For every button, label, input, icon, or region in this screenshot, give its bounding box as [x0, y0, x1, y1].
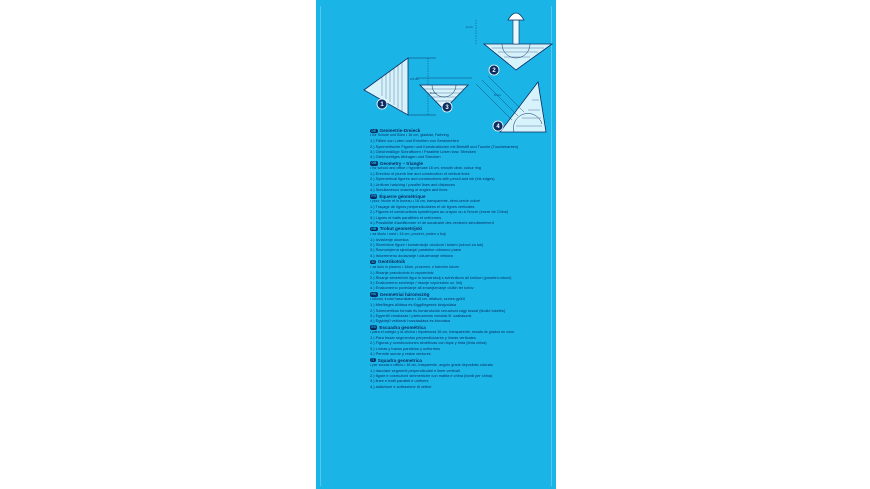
language-code-badge: HU — [371, 292, 377, 297]
product-card-back — [316, 0, 556, 489]
instruction-item: 2.) Risanje simetričnih figur in konstrukcij s svinčnikom ali črnilom (posebni robovi) — [370, 274, 512, 280]
instruction-item: 2.) Szimmetrikus formák és konstrukciók ceruzával vagy tussal (kiváló tusélek) — [370, 307, 506, 313]
section-subtitle: • para el colegio y la oficina • hipotenusa 16 cm, transparente, escala de grados en color — [370, 330, 515, 335]
section-it — [370, 358, 550, 389]
instruction-item: 1.) Traçage de lignes perpendiculaires et de lignes verticales — [370, 204, 475, 209]
section-hu — [370, 292, 550, 323]
instructions-text — [370, 128, 550, 390]
language-code-badge: ES — [371, 325, 376, 330]
instruction-item: 3.) Lignes et traits parallèles et uniformes — [370, 214, 442, 220]
measurement-label: 6 cm — [430, 91, 437, 95]
section-hr — [370, 226, 550, 257]
section-es — [370, 325, 550, 356]
instruction-item: 4.) addizione e sottrazione di vettori — [370, 383, 432, 389]
instruction-item: 1.) tracciare segmenti perpendicolari e linee verticali. — [370, 367, 461, 373]
step-badge-3 — [442, 102, 452, 112]
instruction-item: 2.) Simetrične figure i konstrukcije olovkom i tušem (rubovi za tuš) — [370, 242, 484, 248]
instruction-item: 1.) Fällen von Loten und Errichten von Senkrechten — [370, 138, 459, 144]
instruction-item: 4.) Gleichzeitiges Abtragen und Strecken — [370, 154, 441, 160]
section-subtitle: • for school and office • hypotenuse 16 cm, smooth clear, colour ring — [370, 166, 481, 171]
section-gb — [370, 161, 550, 192]
step-number: 4 — [496, 124, 500, 130]
instruction-item: 3.) Uniform hatching / parallel lines and distances — [370, 181, 455, 187]
instruction-item: 3.) Líneas y trazos paralelos y uniformes — [370, 345, 441, 351]
instruction-item: 1.) Risanje pravokotnic in vzporednic — [370, 269, 434, 275]
section-title: Escuadra geométrica — [379, 324, 426, 330]
language-code-badge: GB — [371, 161, 377, 166]
illustration-triangle-2 — [476, 13, 552, 70]
language-code-badge: SI — [371, 259, 375, 264]
section-subtitle: • za šolo in pisarno • 16cm, prozoren, z barvnim lokom — [370, 264, 459, 269]
language-code-badge: HR — [371, 226, 377, 231]
language-code-badge: IT — [371, 358, 375, 363]
step-badge-1 — [377, 99, 387, 109]
instruction-item: 1.) Para trazar segmentos perpendiculares y líneas verticales. — [370, 335, 477, 341]
language-code-badge: DE — [371, 128, 377, 133]
instruction-item: 4.) Enakomerno povečanje ali zmanjševanje dolžin ter kotov — [370, 285, 474, 291]
step-number: 3 — [445, 105, 449, 111]
instruction-item: 4.) Istovremeno dodavanje i oduzimanje vektora — [370, 252, 453, 258]
instruction-item: 2.) figure e costruzioni simmetriche con matita e china (bordi per china) — [370, 373, 493, 379]
usage-illustration — [316, 0, 556, 135]
instruction-item: 2.) Symmetrical figures and constructions with pencil and ink (ink edges) — [370, 176, 495, 182]
instruction-item: 3.) Gleichmäßige Schraffuren / Parallele Linien bzw. Strecken — [370, 148, 476, 154]
section-subtitle: • za školu i ured • 16 cm, prozirni, prsten u boji — [370, 231, 446, 236]
instruction-item: 2.) Figuras y construcciones simétricas con lápiz y tinta (tinta china) — [370, 340, 487, 346]
instruction-item: 3.) linee e tratti paralleli e uniformi — [370, 378, 429, 384]
instruction-item: 1.) Erection of plumb line and construction of vertical lines — [370, 171, 470, 177]
instruction-item: 2.) Symmetrische Figuren und Konstruktionen mit Bleistift und Tusche (Tuschekanten) — [370, 143, 519, 149]
section-fr — [370, 194, 550, 225]
instruction-item: 1.) Merőleges állítása és függőlegesek kirajzolása — [370, 302, 457, 308]
instruction-item: 4.) Permite sumar y restar vectores — [370, 350, 431, 356]
instruction-item: 3.) Egyenlő vonalazás / párhuzamos vonalak ill. szakaszok — [370, 312, 472, 318]
section-subtitle: • per scuola e ufficio • 16 cm, trasparente, angolo grade depositato colorato — [370, 362, 493, 367]
section-subtitle: • iskolai, irodai használatra • 16 cm, átlátszó, színes gyűrű — [370, 297, 465, 302]
step-number: 2 — [492, 68, 496, 74]
section-title: Geometry – triangle — [379, 160, 424, 166]
instruction-item: 4.) Possibilité d'additionner et de soustraire des vecteurs simultanément — [370, 219, 494, 225]
section-title: Geotrikotnik — [378, 259, 406, 265]
step-badge-2 — [489, 65, 499, 75]
section-subtitle: • pour l'école et le bureau • 16 cm, transparente, demi-cercle coloré — [370, 199, 480, 203]
language-code-badge: FR — [371, 194, 376, 199]
illustration-triangle-4 — [476, 76, 546, 132]
section-si — [370, 259, 550, 290]
section-title: Geometrie-Dreieck — [379, 128, 421, 133]
instruction-item: 4.) Simultaneous drawing of angles and lines — [370, 186, 448, 192]
instruction-item: 2.) Figures et constructions symétriques au crayon ou à l'encre (encre de Chine) — [370, 209, 509, 215]
instruction-item: 3.) Enakomerno senčenje / risanje vzporednic oz. linij — [370, 280, 462, 286]
measurement-label: 2,5 cm — [410, 77, 420, 81]
instruction-item: 4.) Egyidejű vektorok hozzáadása és kivonása — [370, 318, 451, 324]
instruction-item: 3.) Ravnomjerna sjenčanja/ paralelne odnosno prave — [370, 247, 462, 253]
section-subtitle: • für Schule und Büro • 16 cm, glasklar, Farbring — [370, 133, 449, 138]
section-title: Squadra geometrica — [377, 357, 422, 363]
section-title: Geometriai háromszög — [379, 291, 430, 297]
section-de — [370, 128, 550, 159]
instruction-item: 1.) Izvlačenje okomica — [370, 236, 409, 242]
step-number: 1 — [380, 102, 384, 108]
section-title: Trokut geometrijski — [379, 226, 423, 232]
measurement-label: 2 cm — [466, 25, 473, 29]
measurement-label: 5 cm — [494, 93, 501, 97]
section-title: Équerre géométrique — [379, 193, 426, 199]
